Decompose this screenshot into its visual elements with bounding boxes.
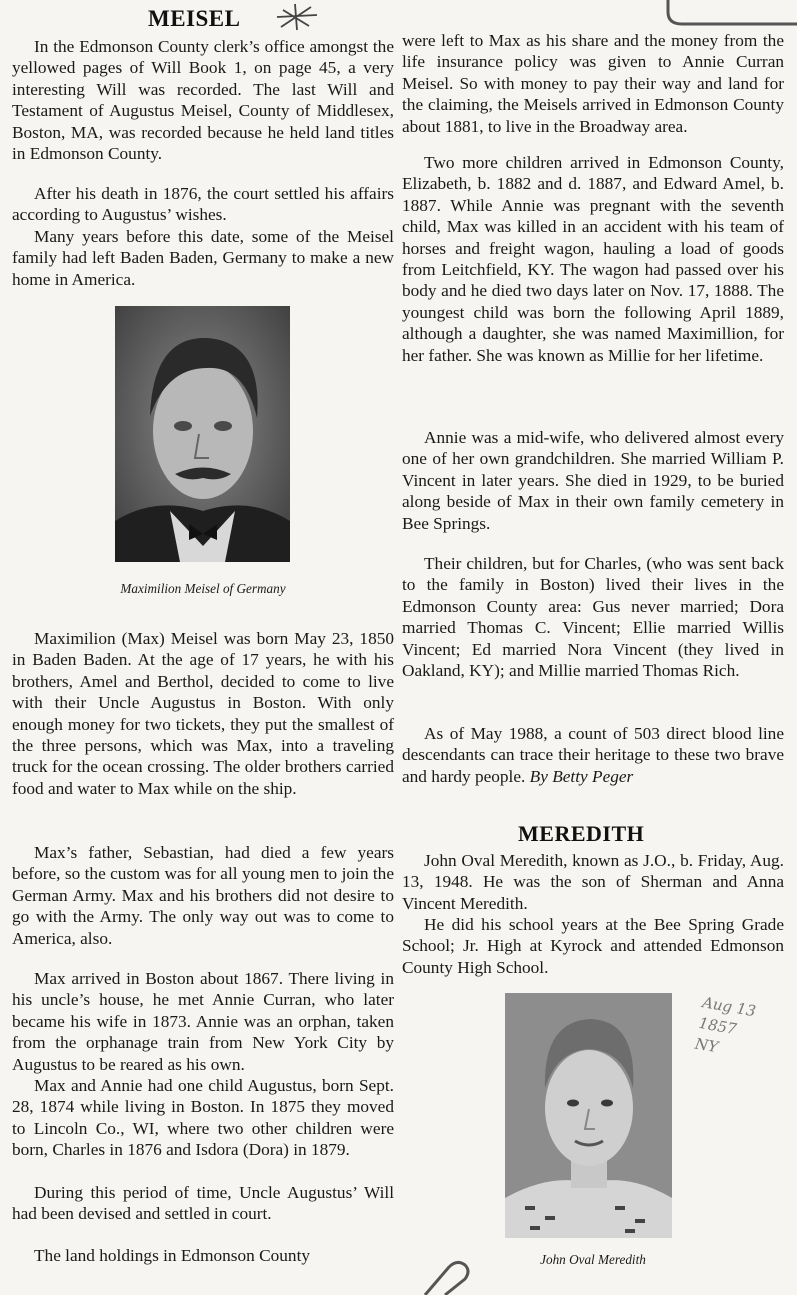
- paper-clip-top: [660, 0, 797, 30]
- meisel-heading: MEISEL: [148, 6, 241, 31]
- meisel-paragraph: After his death in 1876, the court settled his affairs according to Augustus’ wishes.: [12, 184, 394, 225]
- meisel-paragraph: [402, 723, 784, 787]
- meisel-paragraph: In the Edmonson County clerk’s office amongst the yellowed pages of Will Book 1, on page 45, a very interesting Will was recorded. The last Will and Testament of Augustus Meisel, County of Middlesex, Boston, MA, was recorded because he held land titles in Edmonson County.: [12, 37, 394, 164]
- handwritten-note: Aug 13 1857 NY: [693, 993, 758, 1057]
- meredith-paragraph: He did his school years at the Bee Spring Grade School; Jr. High at Kyrock and attended Edmonson County High School.: [402, 915, 784, 977]
- byline: By Betty Peger: [529, 766, 634, 786]
- photo-maximilion-meisel: [115, 306, 290, 562]
- photo-caption: Maximilion Meisel of Germany: [120, 581, 286, 596]
- meisel-paragraph: Maximilion (Max) Meisel was born May 23, 1850 in Baden Baden. At the age of 17 years, he with his brothers, Amel and Berthol, decided to come to live with their Uncle Augustus in Boston. With only enough money for two tickets, they put the smallest of the three persons, which was Max, into a traveling truck for the ocean crossing. The older brothers carried food and water to Max while on the ship.: [12, 629, 394, 798]
- paper-clip-bottom: [415, 1255, 485, 1295]
- photo-john-oval-meredith: [505, 993, 672, 1238]
- meisel-paragraph: Annie was a mid-wife, who delivered almost every one of her own grandchildren. She married William P. Vincent in later years. She died in 1929, to be buried along beside of Max in their own family cemetery in Bee Springs.: [402, 428, 784, 533]
- asterisk-mark-icon: [275, 2, 319, 32]
- meisel-paragraph: Max’s father, Sebastian, had died a few years before, so the custom was for all young men to join the German Army. Max and his brothers did not desire to go with the Army. The only way out was to come to America, also.: [12, 843, 394, 948]
- meisel-paragraph: Their children, but for Charles, (who was sent back to the family in Boston) lived their lives in the Edmonson County area: Gus never married; Dora married Thomas C. Vincent; Ellie married Willis Vincent; Ed married Nora Vincent (they lived in Oakland, KY); and Millie married Thomas Rich.: [402, 554, 784, 681]
- meisel-paragraph: Max arrived in Boston about 1867. There living in his uncle’s house, he met Annie Curran, who later became his wife in 1873. Annie was an orphan, taken from the orphanage train from New York City by Augustus to be reared as his own.: [12, 969, 394, 1074]
- meisel-paragraph: were left to Max as his share and the money from the life insurance policy was given to Annie Curran Meisel. So with money to pay their way and land for the claiming, the Meisels arrived in Edmonson County about 1881, to live in the Broadway area.: [402, 31, 784, 136]
- meisel-paragraph: During this period of time, Uncle Augustus’ Will had been devised and settled in court.: [12, 1183, 394, 1224]
- meisel-paragraph: Many years before this date, some of the Meisel family had left Baden Baden, Germany to make a new home in America.: [12, 227, 394, 289]
- meisel-paragraph: Two more children arrived in Edmonson County, Elizabeth, b. 1882 and d. 1887, and Edward Amel, b. 1887. While Annie was pregnant with the seventh child, Max was killed in an accident with his team of horses and freight wagon, hauling a load of goods from Leitchfield, KY. The wagon had passed over his body and he died two days later on Nov. 17, 1888. The youngest child was born the following April 1889, although a daughter, she was named Maximillion, for her father. She was known as Millie for her lifetime.: [402, 153, 784, 365]
- meredith-heading: MEREDITH: [518, 821, 645, 846]
- meisel-closing-text: As of May 1988, a count of 503 direct blood line descendants can trace their heritage to these two brave and hardy people.: [402, 724, 784, 786]
- meredith-paragraph: John Oval Meredith, known as J.O., b. Friday, Aug. 13, 1948. He was the son of Sherman and Anna Vincent Meredith.: [402, 851, 784, 913]
- meisel-paragraph: The land holdings in Edmonson County: [34, 1246, 311, 1265]
- meisel-paragraph: Max and Annie had one child Augustus, born Sept. 28, 1874 while living in Boston. In 1875 they moved to Lincoln Co., WI, where two other children were born, Charles in 1876 and Isdora (Dora) in 1879.: [12, 1076, 394, 1160]
- photo-caption: John Oval Meredith: [540, 1252, 646, 1267]
